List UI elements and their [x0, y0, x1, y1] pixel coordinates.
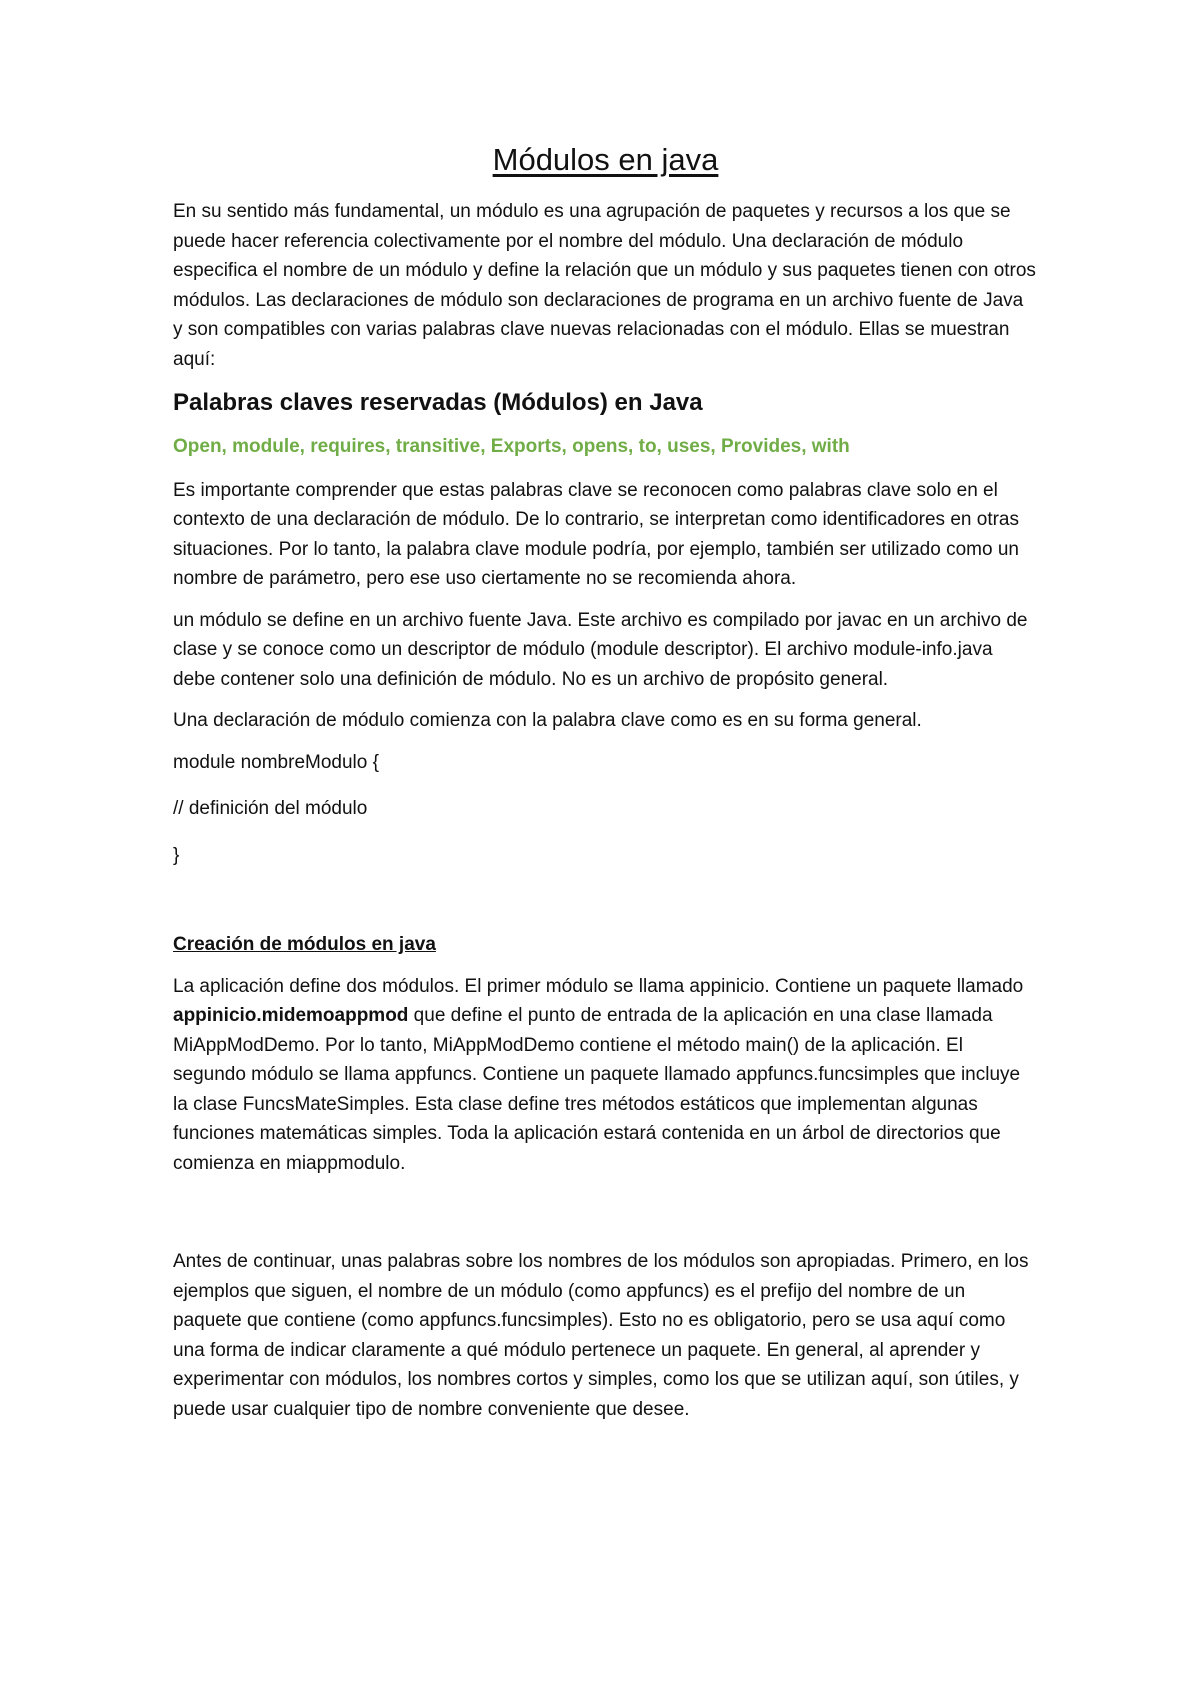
keywords-heading: Palabras claves reservadas (Módulos) en Java — [173, 389, 703, 416]
intro-paragraph: En su sentido más fundamental, un módulo es una agrupación de paquetes y recursos a los que se puede hacer referencia colectivamente por el nombre del módulo. Una declaración de módulo especifica el nombre de un módulo y define la relación que un módulo y sus paquetes tienen con otros módulos. Las declaraciones de módulo son declaraciones de programa en un archivo fuente de Java y son compatibles con varias palabras clave nuevas relacionadas con el módulo. Ellas se muestran aquí: — [173, 201, 1036, 370]
code-line-module: module nombreModulo { — [173, 751, 379, 773]
context-paragraph: Es importante comprender que estas palabras clave se reconocen como palabras clave solo en el contexto de una declaración de módulo. De lo contrario, se interpretan como identificadores en otras situaciones. Por lo tanto, la palabra clave module podría, por ejemplo, también ser utilizado como un nombre de parámetro, pero ese uso ciertamente no se recomienda ahora. — [173, 479, 1019, 589]
document-body — [173, 140, 1038, 1436]
section-title-creation: Creación de módulos en java — [173, 934, 436, 955]
definition-paragraph: un módulo se define en un archivo fuente Java. Este archivo es compilado por javac en un archivo de clase y se conoce como un descriptor de módulo (module descriptor). El archivo module-info.java debe contener solo una definición de módulo. No es un archivo de propósito general. — [173, 609, 1028, 690]
keywords-list: Open, module, requires, transitive, Exports, opens, to, uses, Provides, with — [173, 436, 850, 457]
declaration-paragraph: Una declaración de módulo comienza con la palabra clave como es en su forma general. — [173, 710, 922, 731]
names-paragraph: Antes de continuar, unas palabras sobre los nombres de los módulos son apropiadas. Primero, en los ejemplos que siguen, el nombre de un módulo (como appfuncs) es el prefijo del nombre de un paquete que contiene (como appfuncs.funcsimples). Esto no es obligatorio, pero se usa aquí como una forma de indicar claramente a qué módulo pertenece un paquete. En general, al aprender y experimentar con módulos, los nombres cortos y simples, como los que se utilizan aquí, son útiles, y puede usar cualquier tipo de nombre conveniente que desee. — [173, 1251, 1029, 1420]
code-line-comment: // definición del módulo — [173, 798, 368, 819]
creation-text-part2: que define el punto de entrada de la aplicación en una clase llamada MiAppModDemo. Por lo tanto, MiAppModDemo contiene el método main() de la aplicación. El segundo módulo se llama appfuncs. Contiene un paquete llamado appfuncs.funcsimples que incluye la clase FuncsMateSimples. Esta clase define tres métodos estáticos que implementan algunas funciones matemáticas simples. Toda la aplicación estará contenida en un árbol de directorios que comienza en miappmodulo. — [173, 1005, 1021, 1174]
spacer — [173, 1190, 1038, 1247]
creation-paragraph — [173, 972, 1038, 1179]
code-line-close-brace: } — [173, 844, 180, 866]
document-title: Módulos en java — [492, 142, 719, 177]
creation-text-part1: La aplicación define dos módulos. El primer módulo se llama appinicio. Contiene un paquete llamado — [173, 975, 1024, 997]
creation-package-name: appinicio.midemoappmod — [173, 1005, 409, 1026]
